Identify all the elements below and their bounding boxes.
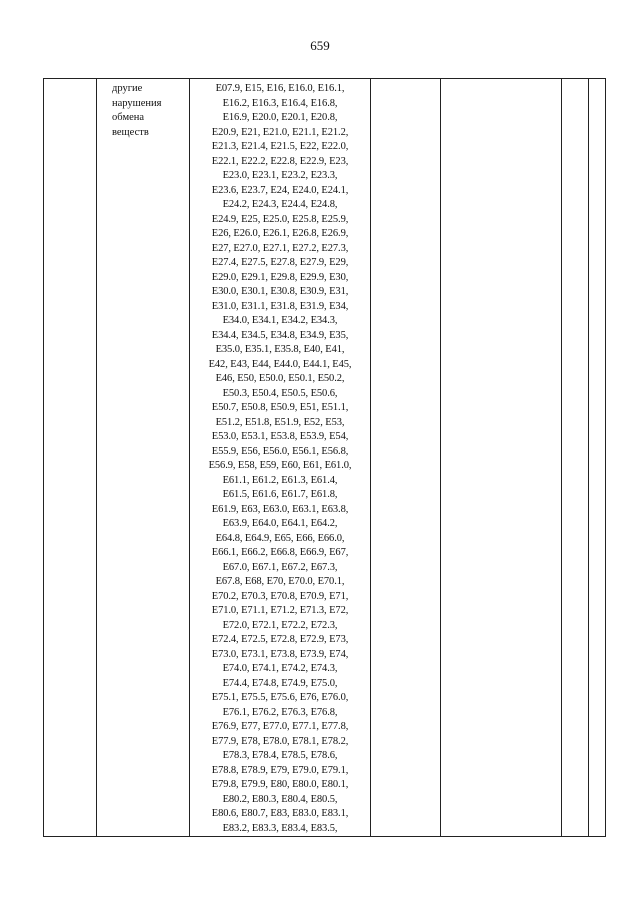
code-line: E61.1, E61.2, E61.3, E61.4, bbox=[222, 474, 338, 486]
code-line: E27.4, E27.5, E27.8, E27.9, E29, bbox=[211, 257, 349, 268]
code-line: E72.0, E72.1, E72.2, E72.3, bbox=[222, 619, 338, 631]
code-line: E80.2, E80.3, E80.4, E80.5, bbox=[222, 793, 338, 805]
description-line: обмена bbox=[112, 112, 145, 123]
codes-cell bbox=[190, 79, 371, 837]
code-line: E21.3, E21.4, E21.5, E22, E22.0, bbox=[211, 141, 349, 152]
code-line: E16.2, E16.3, E16.4, E16.8, bbox=[222, 97, 338, 109]
code-line: E46, E50, E50.0, E50.1, E50.2, bbox=[215, 373, 345, 384]
empty-cell-6 bbox=[562, 79, 589, 837]
code-line: E83.2, E83.3, E83.4, E83.5, bbox=[222, 822, 338, 834]
code-line: E64.8, E64.9, E65, E66, E66.0, bbox=[215, 532, 345, 544]
table-row bbox=[44, 79, 606, 837]
description-line: веществ bbox=[112, 126, 149, 138]
code-line: E34.0, E34.1, E34.2, E34.3, bbox=[222, 315, 338, 326]
code-line: E26, E26.0, E26.1, E26.8, E26.9, bbox=[211, 228, 349, 239]
code-line: E76.1, E76.2, E76.3, E76.8, bbox=[222, 706, 338, 718]
codes-table bbox=[43, 78, 606, 837]
code-line: E50.3, E50.4, E50.5, E50.6, bbox=[222, 387, 338, 399]
code-line: E63.9, E64.0, E64.1, E64.2, bbox=[222, 518, 338, 529]
code-line: E07.9, E15, E16, E16.0, E16.1, bbox=[215, 83, 345, 94]
code-line: E22.1, E22.2, E22.8, E22.9, E23, bbox=[211, 155, 349, 167]
code-line: E35.0, E35.1, E35.8, E40, E41, bbox=[215, 344, 345, 355]
code-line: E53.0, E53.1, E53.8, E53.9, E54, bbox=[211, 431, 349, 442]
code-line: E55.9, E56, E56.0, E56.1, E56.8, bbox=[211, 445, 349, 457]
code-line: E73.0, E73.1, E73.8, E73.9, E74, bbox=[211, 648, 349, 660]
code-line: E80.6, E80.7, E83, E83.0, E83.1, bbox=[211, 808, 349, 819]
code-line: E24.9, E25, E25.0, E25.8, E25.9, bbox=[211, 213, 349, 225]
description-cell bbox=[97, 79, 190, 837]
code-line: E76.9, E77, E77.0, E77.1, E77.8, bbox=[211, 721, 349, 732]
empty-cell-4 bbox=[371, 79, 441, 837]
code-line: E78.8, E78.9, E79, E79.0, E79.1, bbox=[211, 764, 349, 776]
code-line: E79.8, E79.9, E80, E80.0, E80.1, bbox=[211, 779, 349, 790]
code-line: E74.0, E74.1, E74.2, E74.3, bbox=[222, 663, 338, 674]
codes-list bbox=[190, 79, 370, 836]
code-line: E30.0, E30.1, E30.8, E30.9, E31, bbox=[211, 286, 349, 297]
code-line: E27, E27.0, E27.1, E27.2, E27.3, bbox=[211, 242, 349, 254]
code-line: E23.0, E23.1, E23.2, E23.3, bbox=[222, 170, 338, 181]
code-line: E66.1, E66.2, E66.8, E66.9, E67, bbox=[211, 547, 349, 558]
code-line: E75.1, E75.5, E75.6, E76, E76.0, bbox=[211, 692, 349, 703]
code-line: E29.0, E29.1, E29.8, E29.9, E30, bbox=[211, 271, 349, 283]
code-line: E56.9, E58, E59, E60, E61, E61.0, bbox=[208, 460, 352, 471]
description-line: другие bbox=[112, 83, 143, 94]
code-line: E34.4, E34.5, E34.8, E34.9, E35, bbox=[211, 329, 349, 341]
empty-cell-1 bbox=[44, 79, 97, 837]
code-line: E50.7, E50.8, E50.9, E51, E51.1, bbox=[211, 402, 349, 413]
code-line: E77.9, E78, E78.0, E78.1, E78.2, bbox=[211, 735, 349, 747]
code-line: E61.9, E63, E63.0, E63.1, E63.8, bbox=[211, 503, 349, 515]
code-line: E23.6, E23.7, E24, E24.0, E24.1, bbox=[211, 184, 349, 196]
code-line: E67.8, E68, E70, E70.0, E70.1, bbox=[215, 576, 345, 587]
code-line: E70.2, E70.3, E70.8, E70.9, E71, bbox=[211, 590, 349, 602]
code-line: E74.4, E74.8, E74.9, E75.0, bbox=[222, 677, 338, 689]
code-line: E71.0, E71.1, E71.2, E71.3, E72, bbox=[211, 605, 349, 616]
page-number: 659 bbox=[310, 38, 330, 53]
empty-cell-5 bbox=[441, 79, 562, 837]
code-line: E16.9, E20.0, E20.1, E20.8, bbox=[222, 112, 338, 123]
description-line: нарушения bbox=[112, 97, 162, 109]
code-line: E20.9, E21, E21.0, E21.1, E21.2, bbox=[211, 126, 349, 138]
code-line: E42, E43, E44, E44.0, E44.1, E45, bbox=[208, 358, 352, 370]
empty-cell-7 bbox=[589, 79, 606, 837]
code-line: E67.0, E67.1, E67.2, E67.3, bbox=[222, 561, 338, 573]
code-line: E24.2, E24.3, E24.4, E24.8, bbox=[222, 199, 338, 210]
code-line: E78.3, E78.4, E78.5, E78.6, bbox=[222, 750, 338, 761]
code-line: E51.2, E51.8, E51.9, E52, E53, bbox=[215, 416, 345, 428]
code-line: E72.4, E72.5, E72.8, E72.9, E73, bbox=[211, 634, 349, 645]
code-line: E61.5, E61.6, E61.7, E61.8, bbox=[222, 489, 338, 500]
code-line: E31.0, E31.1, E31.8, E31.9, E34, bbox=[211, 300, 349, 312]
description-text bbox=[97, 79, 189, 140]
